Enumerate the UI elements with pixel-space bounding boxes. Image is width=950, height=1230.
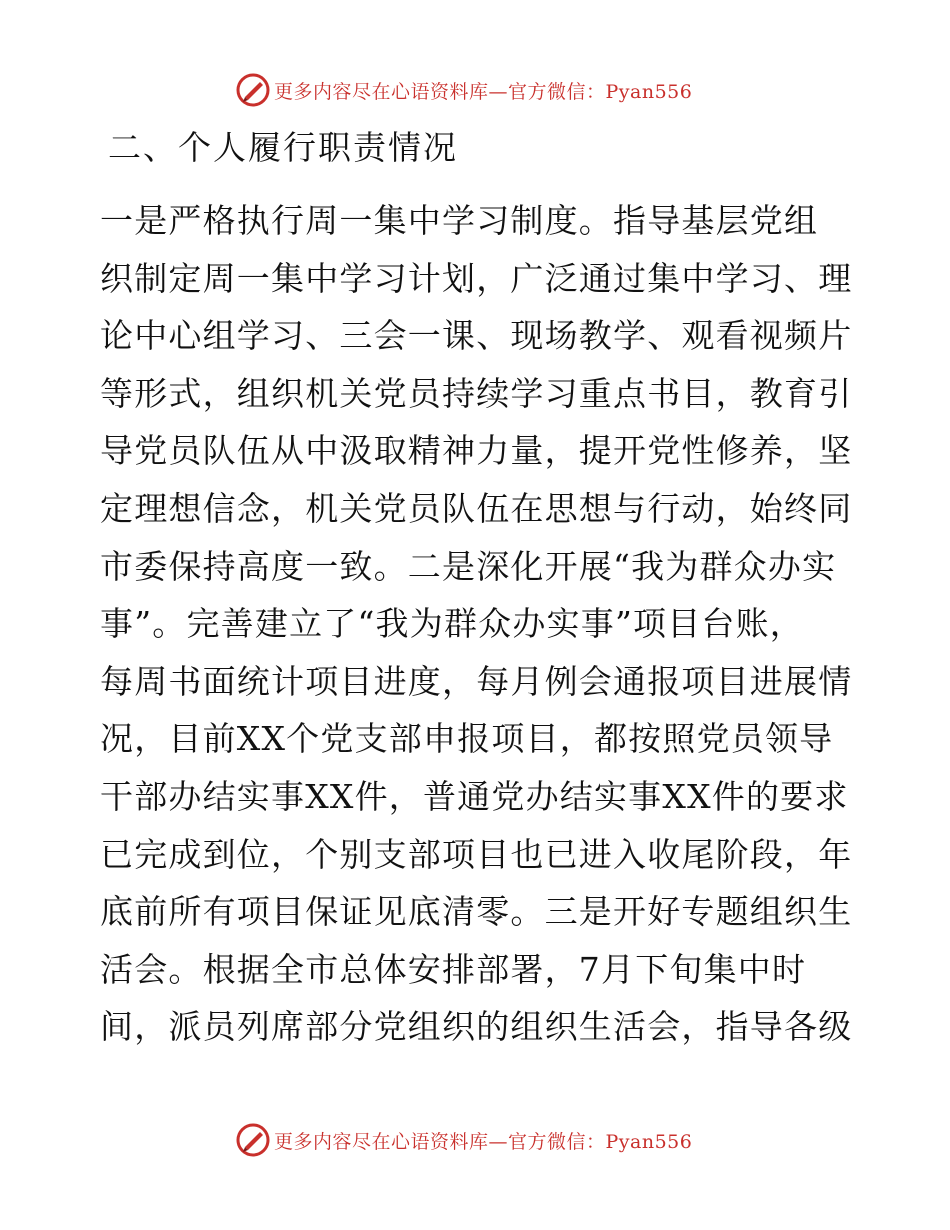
text-line: 织制定周一集中学习计划，广泛通过集中学习、理: [100, 258, 853, 298]
text-line: 导党员队伍从中汲取精神力量，提开党性修养，坚: [100, 431, 853, 471]
text-line: 底前所有项目保证见底清零。三是开好专题组织生: [100, 892, 853, 932]
text-line: 一是严格执行周一集中学习制度。指导基层党组: [100, 201, 819, 240]
text-line: 每周书面统计项目进度，每月例会通报项目进展情: [100, 661, 853, 701]
text-line: 已完成到位，个别支部项目也已进入收尾阶段，年: [100, 834, 853, 874]
text-line: 市委保持高度一致。二是深化开展“我为群众办实: [100, 546, 837, 586]
footer-watermark-banner: [236, 1120, 716, 1160]
text-line: 定理想信念，机关党员队伍在思想与行动，始终同: [100, 488, 853, 528]
text-line: 况，目前XX个党支部申报项目，都按照党员领导: [100, 719, 834, 759]
header-watermark-text: 更多内容尽在心语资料库—官方微信：Pyan556: [274, 80, 693, 103]
section-heading: 二、个人履行职责情况: [108, 128, 458, 167]
header-watermark-banner: [236, 70, 716, 110]
text-line: 事”。完善建立了“我为群众办实事”项目台账，: [100, 604, 805, 644]
pen-logo-icon: [236, 1123, 270, 1157]
text-line: 间，派员列席部分党组织的组织生活会，指导各级: [100, 1007, 853, 1047]
footer-watermark-text: 更多内容尽在心语资料库—官方微信：Pyan556: [274, 1130, 693, 1153]
text-line: 论中心组学习、三会一课、现场教学、观看视频片: [100, 316, 853, 356]
text-line: 活会。根据全市总体安排部署，7月下旬集中时: [100, 949, 807, 989]
body-text: [100, 196, 880, 1060]
pen-logo-icon: [236, 73, 270, 107]
text-line: 等形式，组织机关党员持续学习重点书目，教育引: [100, 373, 853, 413]
text-line: 干部办结实事XX件，普通党办结实事XX件的要求: [100, 776, 849, 816]
